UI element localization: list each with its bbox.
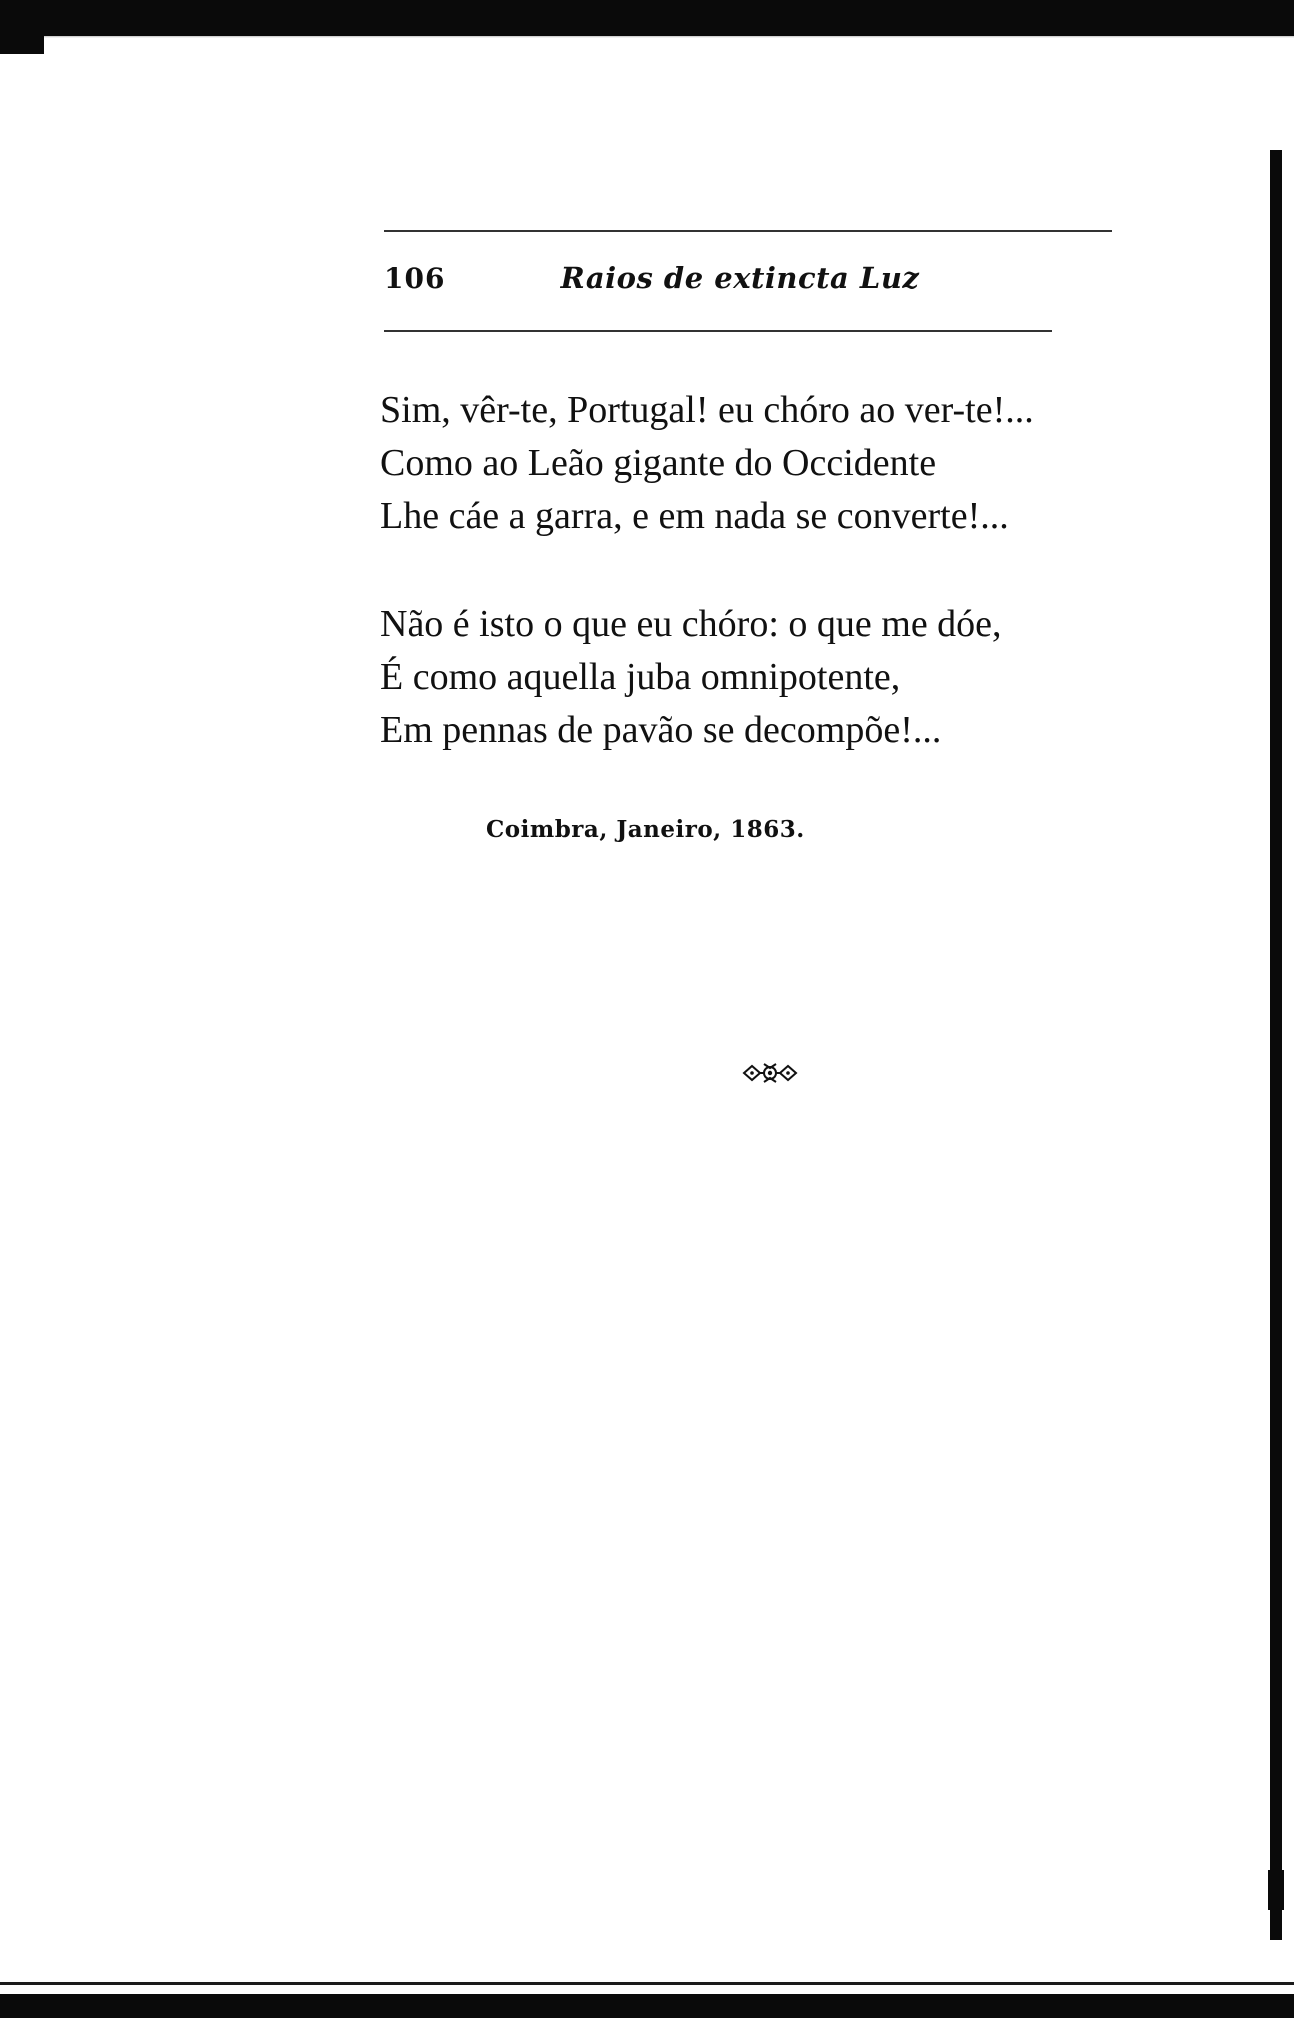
dateline: Coimbra, Janeiro, 1863. xyxy=(486,816,805,843)
poem-line: Como ao Leão gigante do Occidente xyxy=(380,442,937,484)
scan-edge-right xyxy=(1270,150,1282,1940)
running-title: Raios de extincta Luz xyxy=(560,261,920,295)
poem-line: Não é isto o que eu chóro: o que me dóe, xyxy=(380,603,1002,645)
scan-edge-bottom-line xyxy=(0,1982,1294,1985)
page-number: 106 xyxy=(384,262,446,295)
poem-line: Em pennas de pavão se decompõe!... xyxy=(380,709,942,751)
header-rule-bottom xyxy=(384,330,1052,332)
header-rule-top xyxy=(384,230,1112,232)
poem-line: Lhe cáe a garra, e em nada se converte!... xyxy=(380,495,1009,537)
scan-edge-bottom xyxy=(0,1994,1294,2018)
poem-stanza-2 xyxy=(380,598,1140,757)
scan-edge-right-tick xyxy=(1268,1870,1284,1910)
fleuron-ornament-icon xyxy=(740,1058,800,1088)
poem-stanza-1 xyxy=(380,384,1140,543)
poem-line: Sim, vêr-te, Portugal! eu chóro ao ver-te!... xyxy=(380,389,1034,431)
scan-edge-top-notch xyxy=(0,30,44,54)
scan-edge-top-fade xyxy=(44,30,1294,38)
poem-line: É como aquella juba omnipotente, xyxy=(380,656,901,698)
